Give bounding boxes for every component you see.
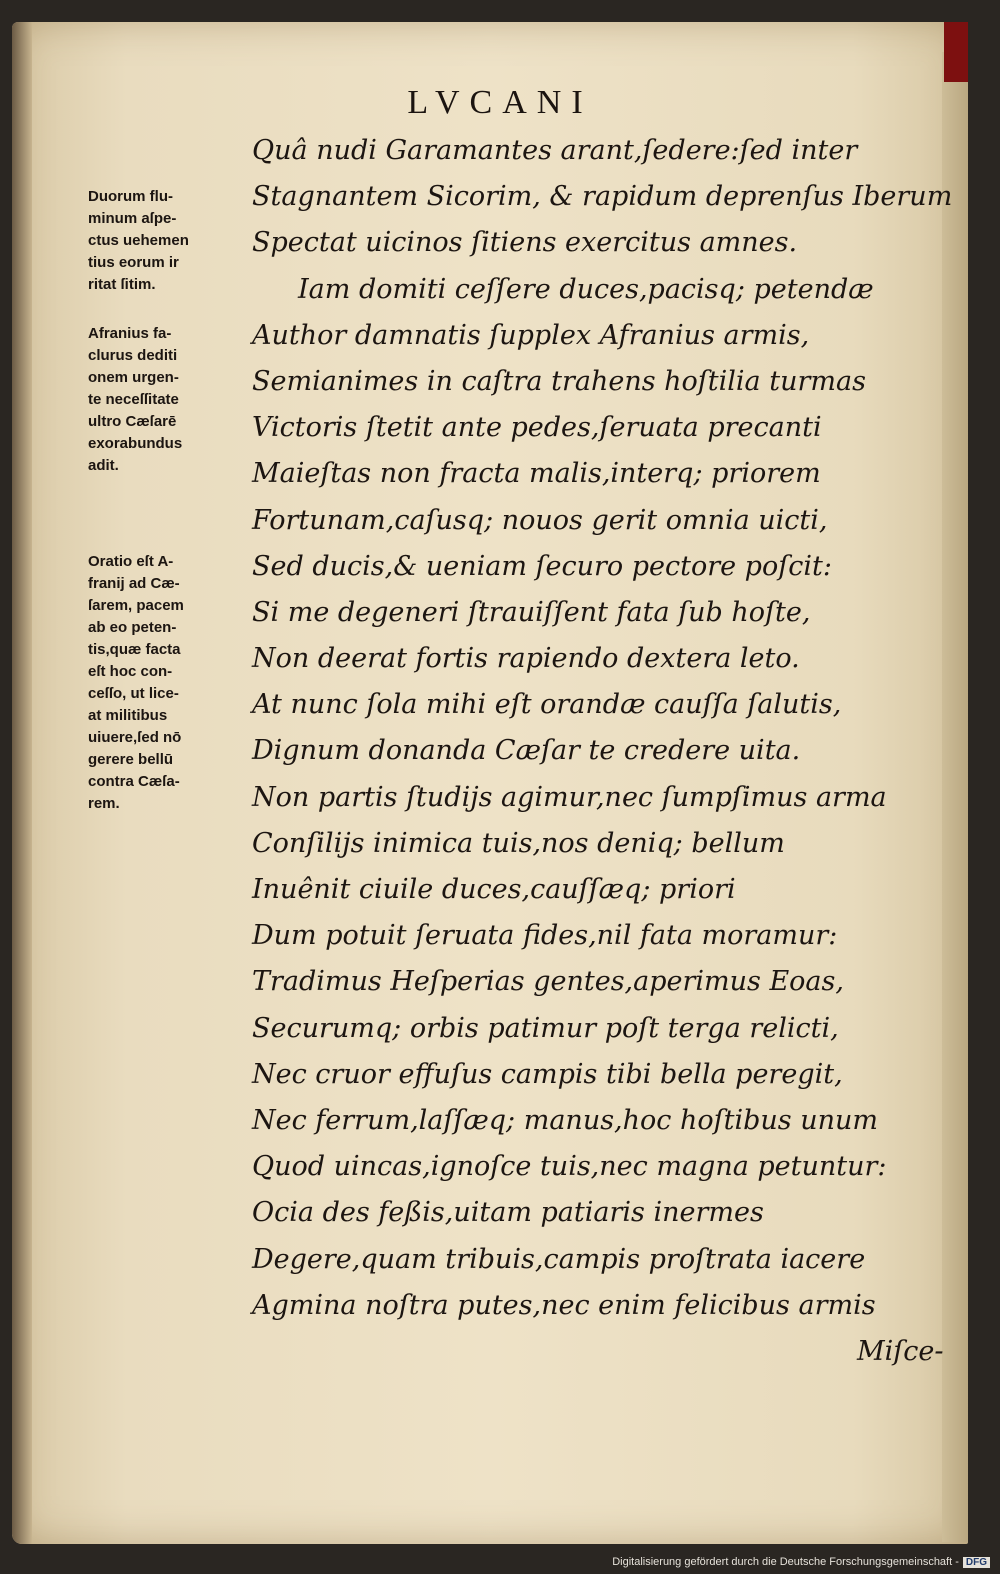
verse-line: Quâ nudi Garamantes arant,ſedere:ſed inter bbox=[252, 135, 858, 166]
verse-block bbox=[252, 128, 962, 1375]
verse-line: Si me degeneri ſtrauiſſent fata ſub hoſte, bbox=[252, 596, 811, 628]
verse-line: At nunc ſola mihi eſt orandæ cauſſa ſalutis, bbox=[252, 689, 842, 721]
verse-line: Non deerat fortis rapiendo dextera leto. bbox=[252, 643, 800, 675]
verse-line: Securumq; orbis patimur poſt terga relicti, bbox=[252, 1012, 839, 1044]
verse-line: Inuênit ciuile duces,cauſſæq; priori bbox=[252, 874, 736, 905]
verse-line: Ocia des feßis,uitam patiaris inermes bbox=[252, 1197, 764, 1229]
verse-line: Iam domiti ceſſere duces,pacisq; petendæ bbox=[298, 273, 874, 305]
verse-line: Nec ferrum,laſſæq; manus,hoc hoſtibus unum bbox=[252, 1104, 878, 1136]
credit-text: Digitalisierung gefördert durch die Deutsche Forschungsgemeinschaft - bbox=[612, 1556, 959, 1568]
verse-line: Dignum donanda Cæſar te credere uita. bbox=[252, 735, 801, 767]
ribbon-marker bbox=[944, 22, 968, 82]
verse-line: Quod uincas,ignoſce tuis,nec magna petuntur: bbox=[252, 1151, 887, 1183]
verse-line: Victoris ſtetit ante pedes,ſeruata precanti bbox=[252, 412, 822, 444]
verse-line: Dum potuit ſeruata fides,nil fata moramur: bbox=[252, 920, 838, 952]
verse-line: Maieſtas non fracta malis,interq; priorem bbox=[252, 458, 821, 490]
verse-line: Degere,quam tribuis,campis proſtrata iacere bbox=[252, 1243, 866, 1275]
verse-line: Stagnantem Sicorim, & rapidum deprenſus Iberum bbox=[252, 181, 953, 213]
verse-line: Non partis ſtudijs agimur,nec ſumpſimus arma bbox=[252, 781, 887, 813]
page-gutter-shadow bbox=[12, 22, 32, 1544]
verse-line: Semianimes in caſtra trahens hoſtilia turmas bbox=[252, 365, 866, 397]
verse-line: Nec cruor effuſus campis tibi bella peregit, bbox=[252, 1058, 843, 1090]
verse-line: Sed ducis,& ueniam ſecuro pectore poſcit: bbox=[252, 550, 832, 582]
verse-line: Agmina noſtra putes,nec enim felicibus armis bbox=[252, 1289, 876, 1321]
verse-line: Tradimus Heſperias gentes,aperimus Eoas, bbox=[252, 966, 844, 998]
verse-line: Conſilijs inimica tuis,nos deniq; bellum bbox=[252, 827, 785, 859]
catchword: Miſce- bbox=[857, 1335, 944, 1367]
verse-line: Author damnatis ſupplex Afranius armis, bbox=[252, 319, 810, 351]
dfg-logo-icon: DFG bbox=[963, 1557, 990, 1568]
running-head: LVCANI bbox=[407, 84, 593, 121]
digitization-credit bbox=[612, 1556, 990, 1568]
verse-line: Spectat uicinos ſitiens exercitus amnes. bbox=[252, 227, 798, 259]
marginal-note: Afranius fa- clurus dediti onem urgen- te neceſſitate ultro Cæſarē exorabundus adit. bbox=[88, 325, 183, 474]
marginal-note: Oratio eſt A- franij ad Cæ- ſarem, pacem ab eo peten- tis,quæ facta eſt hoc con- ceſſo, ut lice- at militibus uiuere,ſed nō gerere bellū contra Cæſa- rem. bbox=[88, 553, 184, 812]
marginal-note: Duorum flu- minum aſpe- ctus uehemen tius eorum ir ritat ſitim. bbox=[88, 188, 189, 293]
verse-line: Fortunam,caſusq; nouos gerit omnia uicti, bbox=[252, 504, 828, 536]
